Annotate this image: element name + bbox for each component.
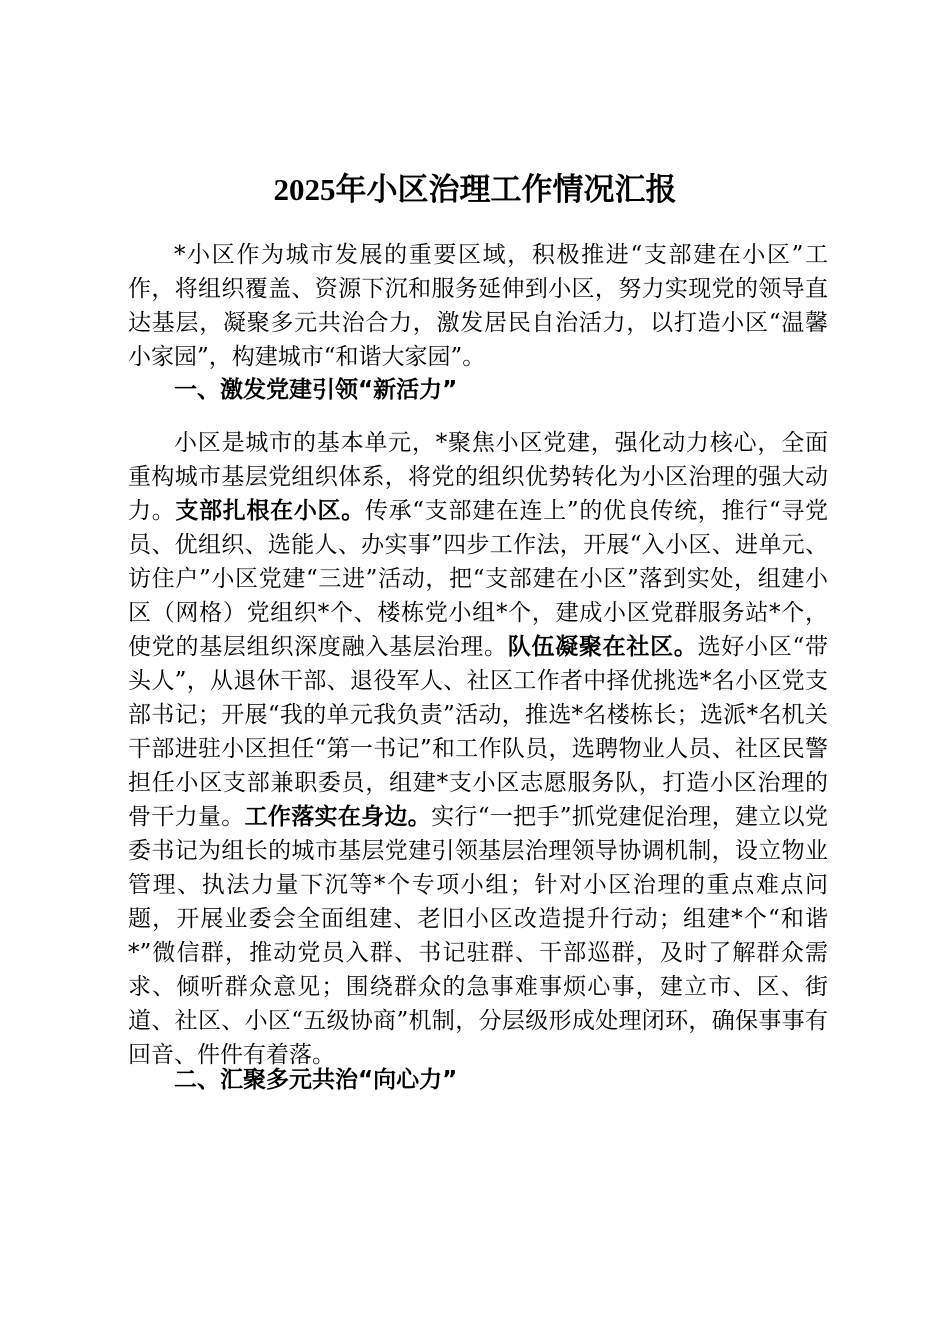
section-1-text-2: 传承“支部建在连上”的优良传统，推行“寻党员、优组织、选能人、办实事”四步工作法，开展“入小区、进单元、访住户”小区党建“三进”活动，把“支部建在小区”落到实处，组建小区（网格）党组织*个、楼栋党小组*个，建成小区党群服务站*个，使党的基层组织深度融入基层治理。 xyxy=(128,498,829,660)
intro-text: *小区作为城市发展的重要区域，积极推进“支部建在小区”工作，将组织覆盖、资源下沉和服务延伸到小区，努力实现党的领导直达基层，凝聚多元共治合力，激发居民自治活力，以打造小区“温馨小家园”，构建城市“和谐大家园”。 xyxy=(128,242,828,370)
section-1-text-4: 实行“一把手”抓党建促治理，建立以党委书记为组长的城市基层党建引领基层治理领导协调机制，设立物业管理、执法力量下沉等*个专项小组；针对小区治理的重点难点问题，开展业委会全面组建、老旧小区改造提升行动；组建*个“和谐*”微信群，推动党员入群、书记驻群、干部巡群，及时了解群众需求、倾听群众意见；围绕群众的急事难事烦心事，建立市、区、街道、社区、小区“五级协商”机制，分层级形成处理闭环，确保事事有回音、件件有着落。 xyxy=(128,804,828,1068)
document-title: 2025年小区治理工作情况汇报 xyxy=(273,172,677,207)
section-1-text-3: 选好小区“带头人”，从退休干部、退役军人、社区工作者中择优挑选*名小区党支部书记；开展“我的单元我负责”活动，推选*名楼栋长；选派*名机关干部进驻小区担任“第一书记”和工作队员，选聘物业人员、社区民警担任小区支部兼职委员，组建*支小区志愿服务队，打造小区治理的骨干力量。 xyxy=(128,634,828,830)
intro-paragraph xyxy=(128,238,828,374)
section-1-heading: 一、激发党建引领“新活力” xyxy=(174,377,458,403)
bold-lead-2: 队伍凝聚在社区。 xyxy=(507,633,698,660)
bold-lead-3: 工作落实在身边。 xyxy=(244,803,432,830)
section-2-heading: 二、汇聚多元共治“向心力” xyxy=(174,1067,458,1093)
section-1-body xyxy=(128,426,828,1072)
section-1-text-1: 小区是城市的基本单元，*聚焦小区党建，强化动力核心，全面重构城市基层党组织体系，将党的组织优势转化为小区治理的强大动力。 xyxy=(128,430,828,524)
bold-lead-1: 支部扎根在小区。 xyxy=(175,497,365,524)
